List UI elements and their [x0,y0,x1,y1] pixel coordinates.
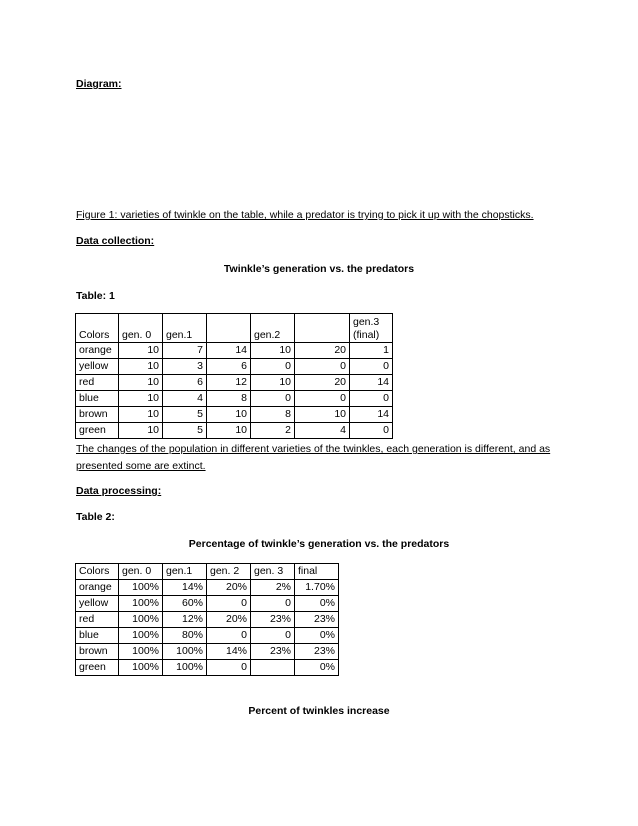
table-cell: 0 [251,628,295,644]
table-cell: 100% [163,644,207,660]
table1-caption: The changes of the population in different varieties of the twinkles, each generation is different, and as presented some are extinct. [76,443,551,472]
column-header: gen.1 [163,564,207,580]
table-cell: 0 [350,423,393,439]
table-cell: 10 [119,423,163,439]
table-cell: 10 [207,423,251,439]
table-cell: 0% [295,660,339,676]
table-cell: 0% [295,596,339,612]
table-cell: 20 [295,343,350,359]
table-cell: 0% [295,628,339,644]
table-cell: 0 [251,359,295,375]
table-row [76,407,393,423]
table-cell: 3 [163,359,207,375]
row-label: blue [76,391,119,407]
table-cell: 0 [295,359,350,375]
table-cell: 6 [207,359,251,375]
table-cell: 12 [207,375,251,391]
data-processing-heading: Data processing: [76,485,162,497]
column-header: gen.1 [163,314,207,343]
table-cell: 10 [251,375,295,391]
column-header: gen.2 [251,314,295,343]
table-row [76,628,339,644]
row-label: yellow [76,359,119,375]
table-cell: 5 [163,407,207,423]
table-cell: 20% [207,580,251,596]
table-row [76,644,339,660]
table-cell: 10 [119,375,163,391]
table2 [75,563,339,676]
header-row [76,314,393,343]
row-label: brown [76,644,119,660]
table-cell: 4 [163,391,207,407]
table-cell: 10 [119,343,163,359]
table-cell: 2% [251,580,295,596]
table-cell: 8 [251,407,295,423]
table-cell: 0 [350,359,393,375]
table-cell: 100% [119,580,163,596]
column-header: gen.3 (final) [350,314,393,343]
table-cell: 10 [251,343,295,359]
column-header: gen. 0 [119,564,163,580]
table-cell: 14 [350,407,393,423]
row-label: orange [76,580,119,596]
table-row [76,612,339,628]
percent-title: Percent of twinkles increase [248,705,390,717]
table-cell: 10 [119,407,163,423]
table-cell: 4 [295,423,350,439]
table-cell: 23% [295,644,339,660]
table2-title: Percentage of twinkle’s generation vs. the predators [188,538,450,550]
row-label: green [76,660,119,676]
table-cell: 5 [163,423,207,439]
table-cell: 10 [119,359,163,375]
table-cell: 7 [163,343,207,359]
table-cell: 6 [163,375,207,391]
row-label: orange [76,343,119,359]
table-cell: 80% [163,628,207,644]
table-row [76,343,393,359]
table-cell: 100% [119,612,163,628]
table-cell: 10 [207,407,251,423]
table-cell: 0 [350,391,393,407]
table-cell: 20 [295,375,350,391]
table-cell: 0 [251,596,295,612]
table-cell: 10 [295,407,350,423]
table1-title: Twinkle’s generation vs. the predators [223,263,415,275]
table-row [76,596,339,612]
table-cell: 100% [119,596,163,612]
table-cell [251,660,295,676]
table-cell: 100% [119,644,163,660]
column-header: Colors [76,314,119,343]
header-row [76,564,339,580]
column-header: Colors [76,564,119,580]
table-cell: 100% [119,660,163,676]
data-collection-heading: Data collection: [76,235,155,247]
table-cell: 14% [207,644,251,660]
table-cell: 1 [350,343,393,359]
column-header: final [295,564,339,580]
table-cell: 0 [251,391,295,407]
table-cell: 14% [163,580,207,596]
table-cell: 10 [119,391,163,407]
table-cell: 23% [251,612,295,628]
table-row [76,423,393,439]
table-cell: 100% [119,628,163,644]
row-label: red [76,375,119,391]
table-cell: 0 [295,391,350,407]
column-header [295,314,350,343]
column-header: gen. 3 [251,564,295,580]
table-row [76,359,393,375]
row-label: red [76,612,119,628]
table-cell: 14 [207,343,251,359]
table-cell: 23% [251,644,295,660]
table-row [76,580,339,596]
column-header: gen. 0 [119,314,163,343]
column-header: gen. 2 [207,564,251,580]
table-cell: 20% [207,612,251,628]
table-cell: 0 [207,660,251,676]
column-header [207,314,251,343]
table-cell: 14 [350,375,393,391]
table-row [76,660,339,676]
table-cell: 8 [207,391,251,407]
table-cell: 0 [207,596,251,612]
table-cell: 0 [207,628,251,644]
table-cell: 60% [163,596,207,612]
row-label: blue [76,628,119,644]
table-cell: 12% [163,612,207,628]
table1 [75,313,393,439]
table-cell: 2 [251,423,295,439]
table-cell: 100% [163,660,207,676]
table-row [76,375,393,391]
row-label: green [76,423,119,439]
diagram-heading: Diagram: [76,78,122,90]
table2-label: Table 2: [76,511,115,523]
table-cell: 23% [295,612,339,628]
row-label: brown [76,407,119,423]
table-row [76,391,393,407]
table1-label: Table: 1 [76,290,115,302]
figure-caption: Figure 1: varieties of twinkle on the table, while a predator is trying to pick it up with the chopsticks. [76,209,534,221]
row-label: yellow [76,596,119,612]
table-cell: 1.70% [295,580,339,596]
